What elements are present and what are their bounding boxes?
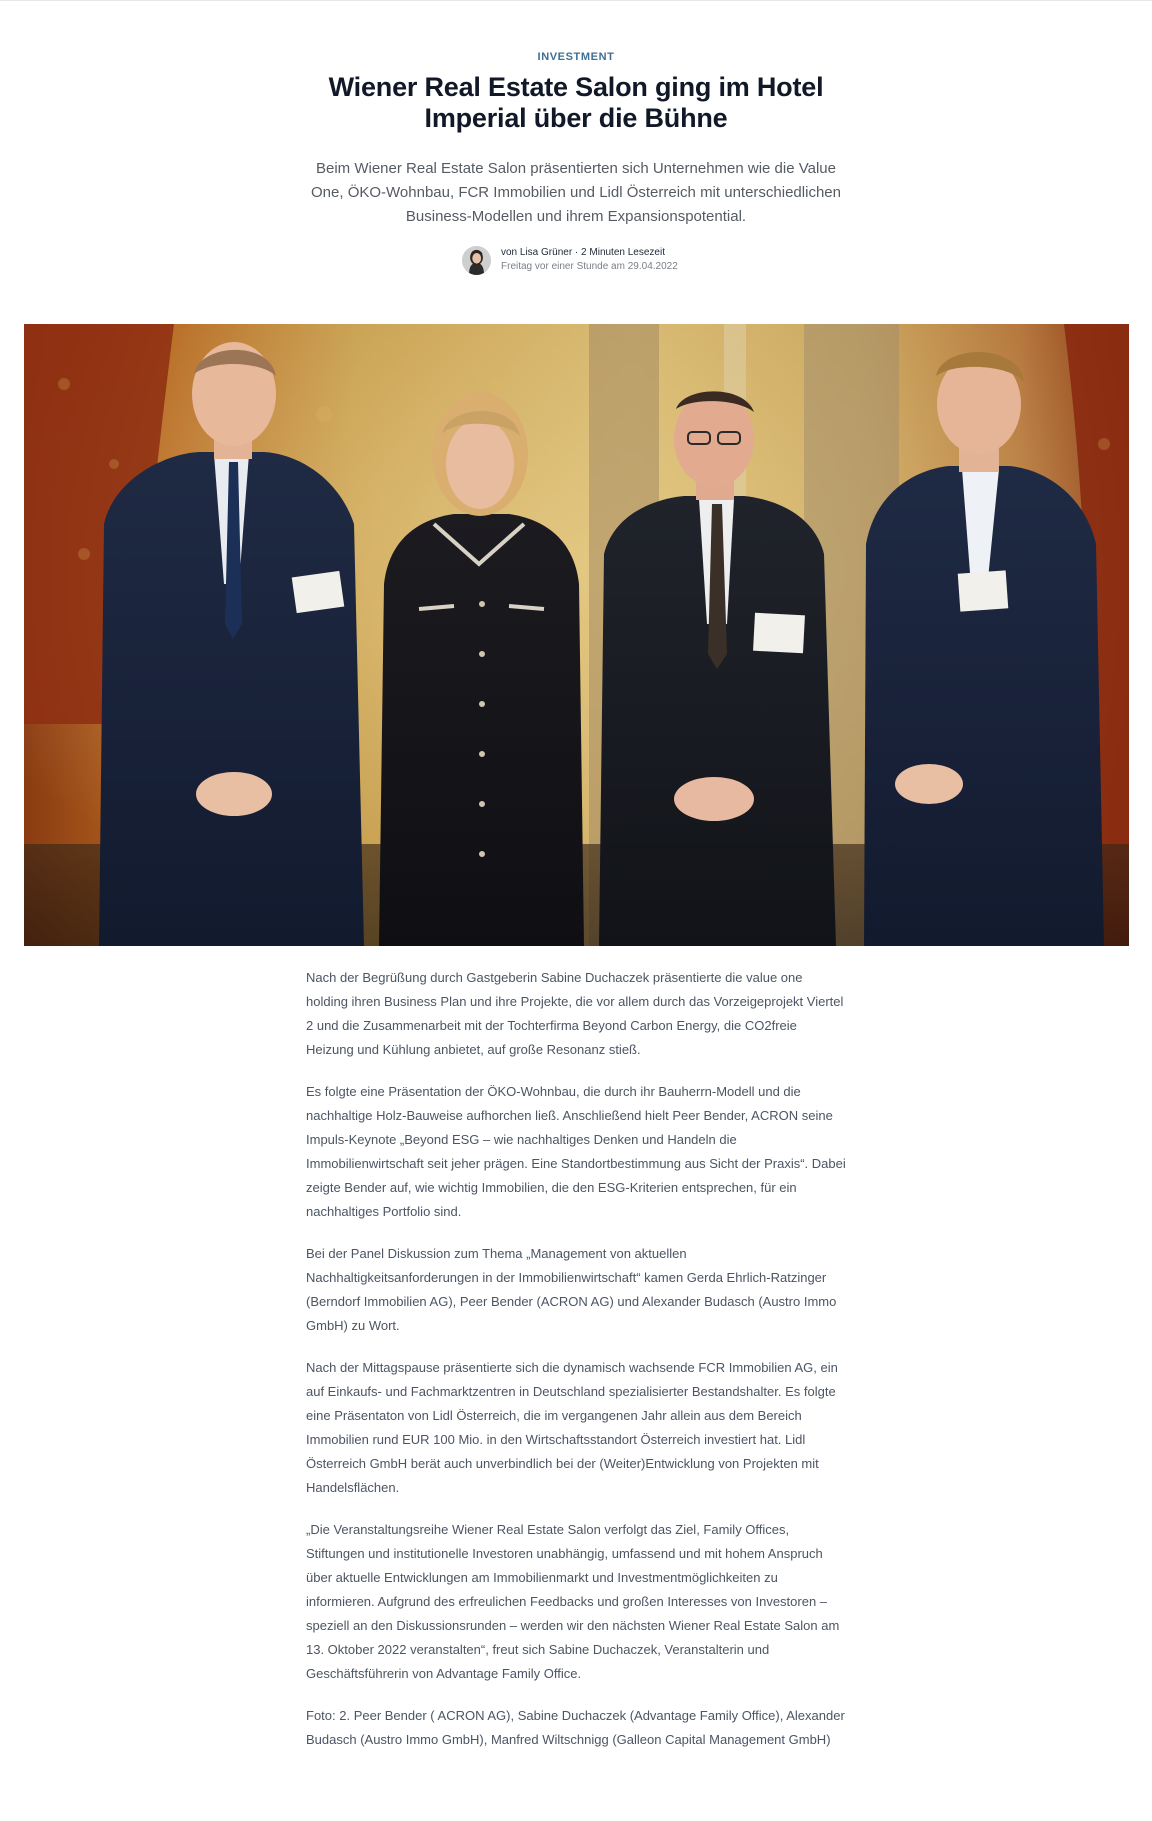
- author-avatar[interactable]: [462, 246, 491, 275]
- photo-caption: Foto: 2. Peer Bender ( ACRON AG), Sabine Duchaczek (Advantage Family Office), Alexander Budasch (Austro Immo GmbH), Manfred Wiltschnigg (Galleon Capital Management GmbH): [306, 1708, 845, 1747]
- author-name[interactable]: von Lisa Grüner: [501, 247, 573, 258]
- body-paragraph: Bei der Panel Diskussion zum Thema „Management von aktuellen Nachhaltigkeitsanforderungen in der Immobilienwirtschaft“ kamen Gerda Ehrlich-Ratzinger (Berndorf Immobilien AG), Peer Bender (ACRON AG) und Alexander Budasch (Austro Immo GmbH) zu Wort.: [306, 1246, 837, 1333]
- article-lead: Beim Wiener Real Estate Salon präsentierten sich Unternehmen wie die Value One, ÖKO-Wohnbau, FCR Immobilien und Lidl Österreich mit unterschiedlichen Business-Modellen und ihrem Expansionspotential.: [311, 160, 841, 225]
- hero-image: [24, 324, 1129, 946]
- article-byline: [462, 245, 678, 275]
- body-paragraph: „Die Veranstaltungsreihe Wiener Real Estate Salon verfolgt das Ziel, Family Offices, Stiftungen und institutionelle Investoren unabhängig, umfassend und mit hohem Anspruch über aktuelle Entwicklungen am Immobilienmarkt und Investmentmöglichkeiten zu informieren. Aufgrund des erfreulichen Feedbacks und großen Interesses von Investoren – speziell an den Diskussionsrunden – werden wir den nächsten Wiener Real Estate Salon am 13. Oktober 2022 veranstalten“, freut sich Sabine Duchaczek, Veranstalterin und Geschäftsführerin von Advantage Family Office.: [306, 1522, 840, 1681]
- article-body: [306, 966, 846, 1770]
- read-time: 2 Minuten Lesezeit: [581, 247, 665, 258]
- body-paragraph: Es folgte eine Präsentation der ÖKO-Wohnbau, die durch ihr Bauherrn-Modell und die nachhaltige Holz-Bauweise aufhorchen ließ. Anschließend hielt Peer Bender, ACRON seine Impuls-Keynote „Beyond ESG – wie nachhaltiges Denken und Handeln die Immobilienwirtschaft seit jeher prägen. Eine Standortbestimmung aus Sicht der Praxis“. Dabei zeigte Bender auf, wie wichtig Immobilien, die den ESG-Kriterien entsprechen, für ein nachhaltiges Portfolio sind.: [306, 1084, 846, 1219]
- body-paragraph: Nach der Begrüßung durch Gastgeberin Sabine Duchaczek präsentierte die value one holding ihren Business Plan und ihre Projekte, die vor allem durch das Vorzeigeprojekt Viertel 2 und die Zusammenarbeit mit der Tochterfirma Beyond Carbon Energy, die CO2freie Heizung und Kühlung anbietet, auf große Resonanz stieß.: [306, 970, 844, 1057]
- byline-separator: ·: [572, 247, 582, 258]
- publish-date: Freitag vor einer Stunde am 29.04.2022: [501, 261, 678, 272]
- article-title: Wiener Real Estate Salon ging im Hotel Imperial über die Bühne: [328, 72, 824, 133]
- byline-text: [501, 246, 678, 274]
- body-paragraph: Nach der Mittagspause präsentierte sich die dynamisch wachsende FCR Immobilien AG, ein auf Einkaufs- und Fachmarktzentren in Deutschland spezialisierter Bestandshalter. Es folgte eine Präsentaton von Lidl Österreich, die im vergangenen Jahr allein aus dem Bereich Immobilien rund EUR 100 Mio. in den Wirtschaftsstandort Österreich investiert hat. Lidl Österreich GmbH berät auch unverbindlich bei der (Weiter)Entwicklung von Projekten mit Handelsflächen.: [306, 1360, 838, 1495]
- top-divider: [0, 0, 1152, 1]
- article-category[interactable]: INVESTMENT: [537, 51, 615, 63]
